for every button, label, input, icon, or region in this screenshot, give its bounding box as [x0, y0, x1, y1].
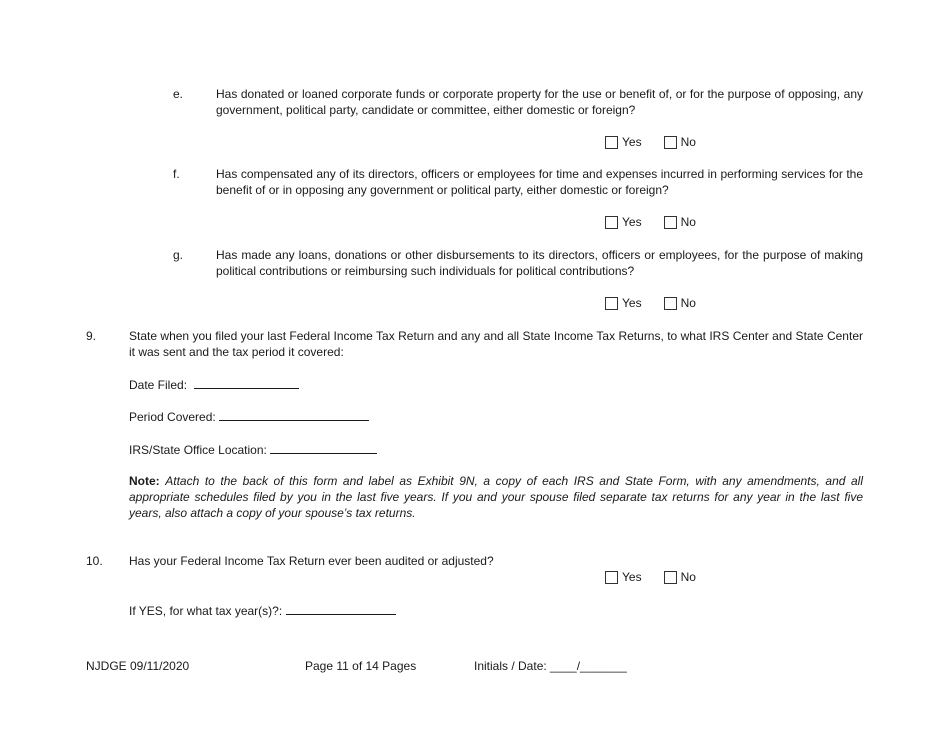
subitem-g-marker: g. — [173, 248, 184, 262]
subitem-f-question: Has compensated any of its directors, officers or employees for time and expenses incurred in performing services for the benefit of or in opposing any government or political party, either domestic or foreign? — [216, 167, 863, 197]
yes-label: Yes — [622, 570, 642, 584]
no-label: No — [680, 215, 696, 229]
note-text: Attach to the back of this form and label as Exhibit 9N, a copy of each IRS and State Form, with any amendments, and all appropriate schedules filed by you in the last five years. If you and your spouse filed separate tax returns for any year in the last five years, also attach a copy of your spouse’s tax returns. — [129, 474, 863, 520]
subitem-e-marker: e. — [173, 87, 184, 101]
tax-years-input[interactable] — [286, 602, 396, 615]
tax-years-label: If YES, for what tax year(s)?: — [129, 604, 283, 618]
question-9-note — [129, 473, 863, 521]
no-checkbox[interactable] — [664, 571, 677, 584]
no-checkbox[interactable] — [664, 297, 677, 310]
yes-checkbox[interactable] — [605, 136, 618, 149]
period-covered-input[interactable] — [219, 408, 369, 421]
footer-page-number: Page 11 of 14 Pages — [305, 659, 417, 673]
office-location-label: IRS/State Office Location: — [129, 443, 267, 457]
subitem-g-no-option[interactable] — [664, 295, 696, 311]
yes-checkbox[interactable] — [605, 216, 618, 229]
subitem-e-yes-option[interactable] — [605, 134, 642, 150]
subitem-g-yes-option[interactable] — [605, 295, 642, 311]
question-9-text: State when you filed your last Federal Income Tax Return and any and all State Income Tax Returns, to what IRS Center and State Center it was sent and the tax period it covered: — [129, 329, 863, 359]
no-label: No — [680, 570, 696, 584]
office-location-input[interactable] — [270, 441, 377, 454]
yes-checkbox[interactable] — [605, 571, 618, 584]
note-label: Note: — [129, 474, 160, 488]
date-filed-field — [129, 376, 299, 393]
subitem-g-question: Has made any loans, donations or other disbursements to its directors, officers or employees, for the purpose of making political contributions or reimbursing such individuals for political contributions? — [216, 248, 863, 278]
subitem-e-no-option[interactable] — [664, 134, 696, 150]
no-label: No — [680, 296, 696, 310]
subitem-e-answer — [605, 134, 696, 150]
office-location-field — [129, 441, 377, 458]
question-10-yes-option[interactable] — [605, 569, 642, 585]
question-10-answer — [605, 569, 696, 585]
no-label: No — [680, 135, 696, 149]
yes-label: Yes — [622, 135, 642, 149]
subitem-f-marker: f. — [173, 167, 180, 181]
subitem-f-answer — [605, 214, 696, 230]
yes-checkbox[interactable] — [605, 297, 618, 310]
question-9-number: 9. — [86, 329, 97, 343]
subitem-e-question: Has donated or loaned corporate funds or corporate property for the use or benefit of, or for the purpose of opposing, any government, political party, candidate or committee, either domestic or foreign? — [216, 87, 863, 117]
footer-form-id: NJDGE 09/11/2020 — [86, 659, 190, 673]
question-10-text: Has your Federal Income Tax Return ever been audited or adjusted? — [129, 554, 494, 568]
tax-years-field — [129, 602, 396, 619]
no-checkbox[interactable] — [664, 216, 677, 229]
date-filed-label: Date Filed: — [129, 378, 188, 392]
yes-label: Yes — [622, 215, 642, 229]
footer-initials-date[interactable]: Initials / Date: ____/_______ — [474, 659, 627, 673]
period-covered-label: Period Covered: — [129, 410, 216, 424]
question-10-number: 10. — [86, 554, 103, 568]
subitem-f-yes-option[interactable] — [605, 214, 642, 230]
yes-label: Yes — [622, 296, 642, 310]
date-filed-input[interactable] — [194, 376, 299, 389]
no-checkbox[interactable] — [664, 136, 677, 149]
question-10-no-option[interactable] — [664, 569, 696, 585]
subitem-f-no-option[interactable] — [664, 214, 696, 230]
period-covered-field — [129, 408, 369, 425]
subitem-g-answer — [605, 295, 696, 311]
